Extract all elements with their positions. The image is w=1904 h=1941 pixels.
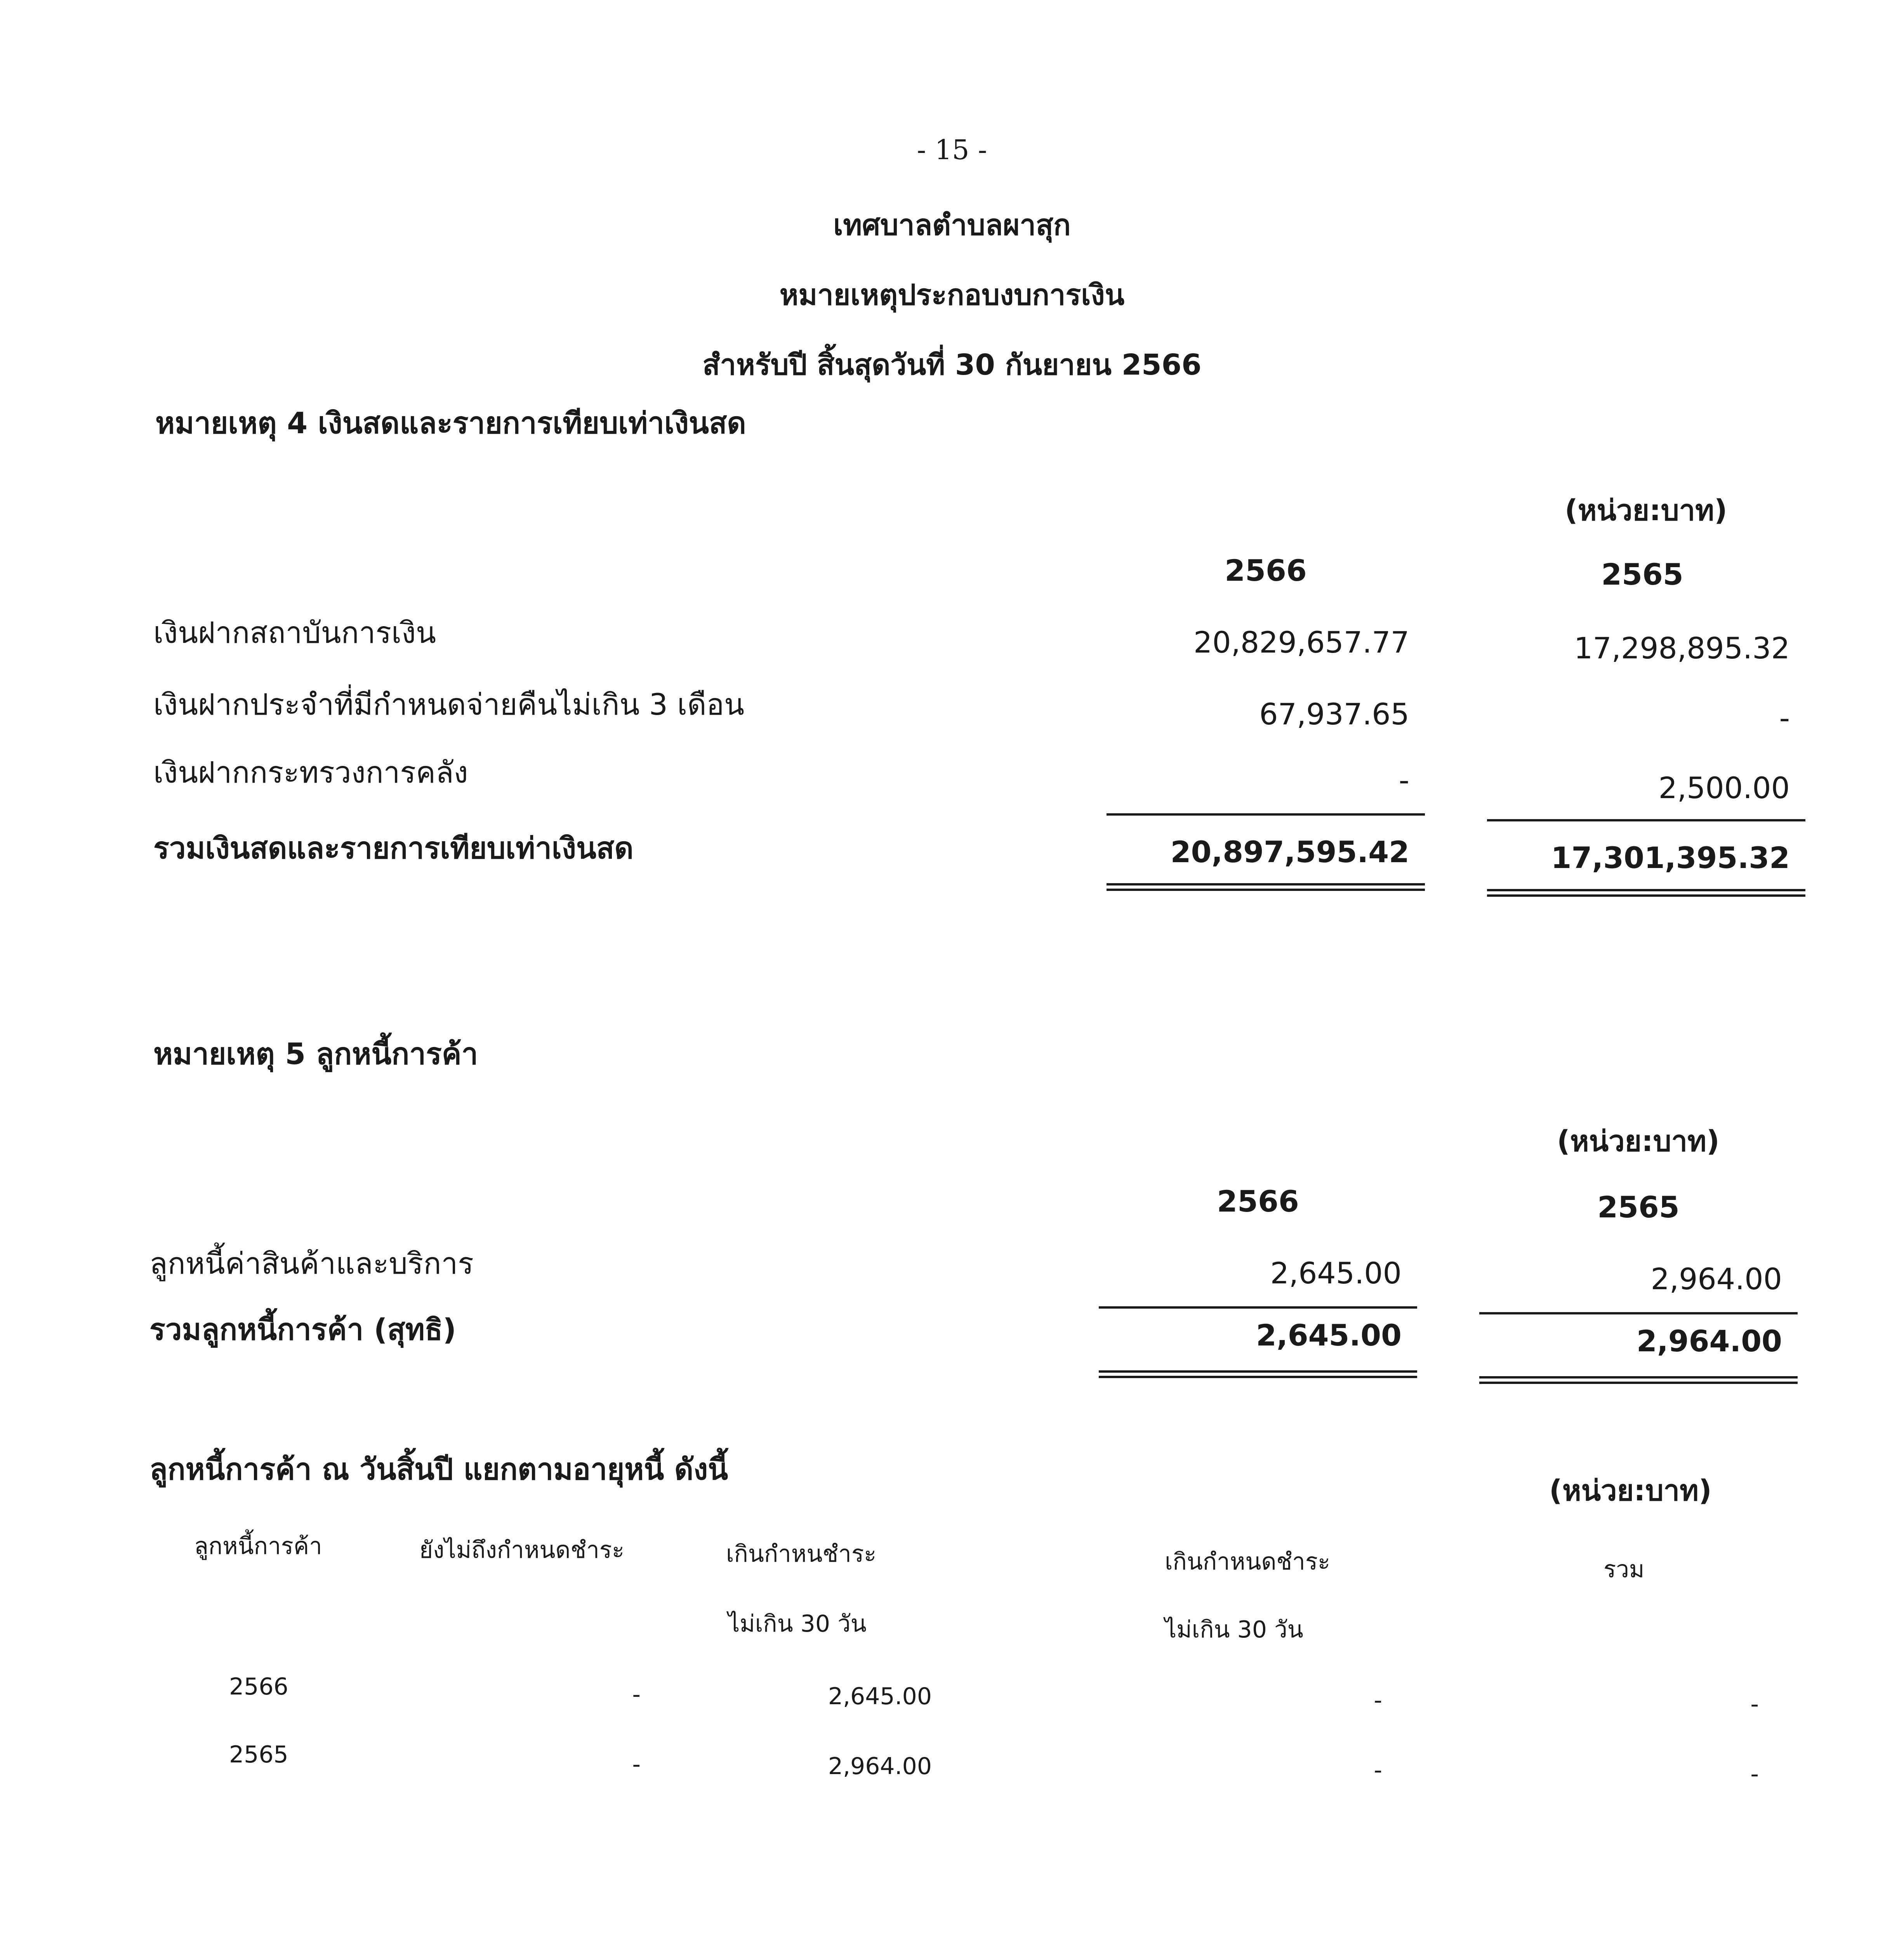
note-4-row-prior: -	[1779, 701, 1790, 735]
note-5-total-current: 2,645.00	[1256, 1318, 1402, 1352]
note-4-row-current: 67,937.65	[1259, 697, 1409, 731]
note-4-unit: (หน่วย:บาท)	[1565, 494, 1727, 527]
aging-row-total: -	[1750, 1760, 1759, 1788]
aging-unit: (หน่วย:บาท)	[1549, 1474, 1712, 1507]
note-4-row-prior: 2,500.00	[1658, 771, 1790, 805]
report-title: หมายเหตุประกอบงบการเงิน	[779, 278, 1125, 312]
note-4-row-current: 20,829,657.77	[1193, 625, 1409, 660]
aging-row-overdue-a: 2,645.00	[828, 1683, 932, 1710]
note-4-row-prior: 17,298,895.32	[1574, 631, 1790, 665]
note-4-total-prior: 17,301,395.32	[1551, 840, 1790, 875]
note-4-row-label: เงินฝากประจำที่มีกำหนดจ่ายคืนไม่เกิน 3 เดือน	[153, 687, 745, 722]
note-5-row-label: ลูกหนี้ค่าสินค้าและบริการ	[149, 1246, 474, 1281]
aging-title: ลูกหนี้การค้า ณ วันสิ้นปี แยกตามอายุหนี้ ดังนี้	[149, 1452, 728, 1486]
aging-header-overdue-a-line2: ไม่เกิน 30 วัน	[728, 1610, 867, 1637]
note-4-total-rule-current	[1107, 813, 1425, 816]
org-name: เทศบาลตำบลผาสุก	[833, 208, 1071, 242]
aging-header-overdue-b-line2: ไม่เกิน 30 วัน	[1165, 1616, 1303, 1643]
note-4-row-label: เงินฝากกระทรวงการคลัง	[153, 755, 468, 790]
aging-row-overdue-b: -	[1374, 1687, 1382, 1714]
note-5-title: หมายเหตุ 5 ลูกหนี้การค้า	[153, 1036, 478, 1071]
note-4-title: หมายเหตุ 4 เงินสดและรายการเทียบเท่าเงินสด	[155, 406, 746, 440]
note-4-total-current: 20,897,595.42	[1170, 835, 1409, 869]
note-5-row-prior: 2,964.00	[1650, 1262, 1782, 1296]
note-4-double-rule-prior	[1487, 889, 1805, 897]
aging-row-overdue-a: 2,964.00	[828, 1753, 932, 1780]
aging-header-overdue-a-line1: เกินกำหนชำระ	[726, 1540, 877, 1568]
report-period: สำหรับปี สิ้นสุดวันที่ 30 กันยายน 2566	[702, 348, 1202, 382]
aging-header-debtor: ลูกหนี้การค้า	[194, 1533, 322, 1560]
note-4-total-rule-prior	[1487, 819, 1805, 821]
note-4-row-label: เงินฝากสถาบันการเงิน	[153, 615, 436, 650]
page-number: - 15 -	[917, 134, 987, 166]
note-5-row-current: 2,645.00	[1270, 1256, 1402, 1290]
aging-row-year: 2565	[229, 1741, 288, 1768]
note-5-total-rule-current	[1099, 1306, 1417, 1309]
note-5-total-label: รวมลูกหนี้การค้า (สุทธิ)	[149, 1312, 457, 1347]
note-5-total-prior: 2,964.00	[1636, 1324, 1782, 1358]
note-5-double-rule-prior	[1479, 1376, 1798, 1384]
aging-row-overdue-b: -	[1374, 1757, 1382, 1784]
note-5-double-rule-current	[1099, 1370, 1417, 1378]
aging-row-not-due: -	[632, 1681, 641, 1708]
note-5-unit: (หน่วย:บาท)	[1557, 1125, 1720, 1158]
aging-row-total: -	[1750, 1691, 1759, 1718]
aging-header-not-due: ยังไม่ถึงกำหนดชำระ	[419, 1536, 625, 1564]
note-5-year-prior: 2565	[1597, 1190, 1680, 1224]
note-5-total-rule-prior	[1479, 1312, 1798, 1314]
note-4-year-prior: 2565	[1601, 557, 1683, 592]
note-5-year-current: 2566	[1217, 1184, 1299, 1219]
note-4-total-label: รวมเงินสดและรายการเทียบเท่าเงินสด	[153, 831, 634, 865]
aging-header-total: รวม	[1603, 1556, 1645, 1583]
aging-row-not-due: -	[632, 1751, 641, 1778]
note-4-year-current: 2566	[1225, 553, 1307, 588]
aging-header-overdue-b-line1: เกินกำหนดชำระ	[1165, 1548, 1331, 1575]
note-4-double-rule-current	[1107, 883, 1425, 891]
aging-row-year: 2566	[229, 1673, 288, 1700]
note-4-row-current: -	[1398, 763, 1409, 797]
